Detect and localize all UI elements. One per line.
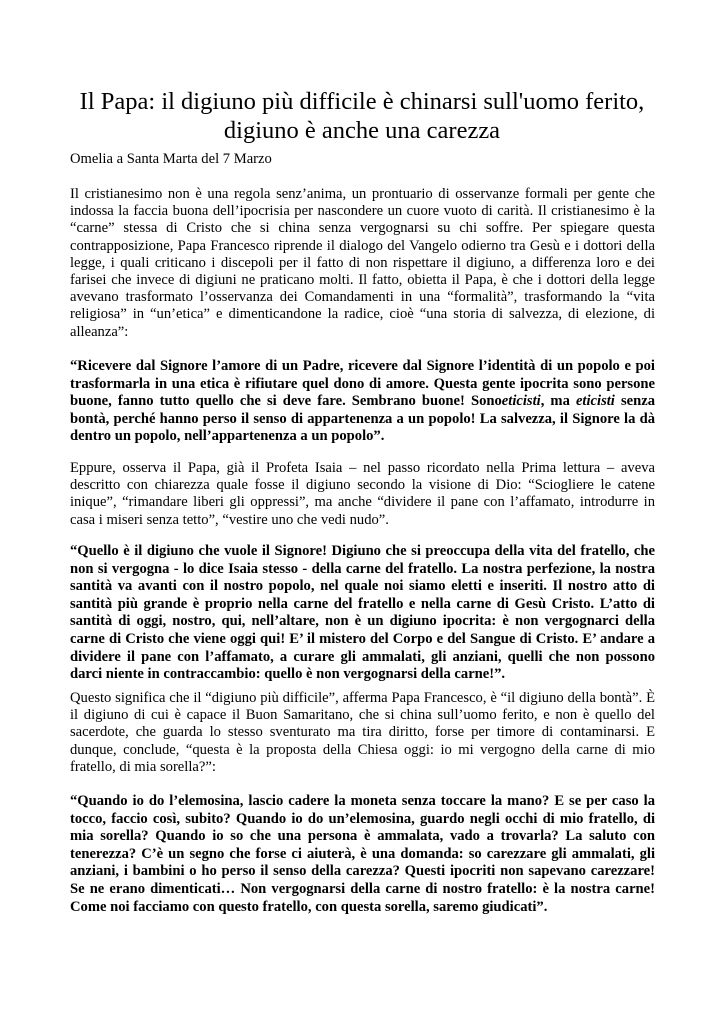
quote-text-before: “Ricevere dal Signore l’amore di un Padre, ricevere dal Signore l’identità di un popolo e poi trasformarla in una etica è rifiutare quel dono di amore. Questa gente ipocrita sono persone buone, fanno tutto quello che si deve fare. Sembrano buone! Sono [70, 358, 655, 410]
quote-paragraph-eticisti [70, 358, 655, 446]
quote-emphasis-eticisti-2: eticisti [575, 393, 615, 410]
quote-text-after: senza bontà, perché hanno perso il senso di appartenenza a un popolo! La salvezza, il Signore la dà dentro un popolo, nell’appartenenza a un popolo”. [70, 393, 655, 445]
paragraph-isaia: Eppure, osserva il Papa, già il Profeta Isaia – nel passo ricordato nella Prima lettura – aveva descritto con chiarezza quale fosse il digiuno secondo la visione di Dio: “Sciogliere le catene inique”, “rimandare liberi gli oppressi”, ma anche “dividere il pane con l’affamato, introdurre in casa i miseri senza tetto”, “vestire uno che vedi nudo”. [70, 460, 655, 528]
quote-emphasis-eticisti-1: eticisti [501, 393, 541, 410]
document-subtitle: Omelia a Santa Marta del 7 Marzo [70, 151, 272, 167]
quote-paragraph-elemosina: “Quando io do l’elemosina, lascio cadere la moneta senza toccare la mano? E se per caso la tocco, faccio così, subito? Quando io do un’elemosina, guardo negli occhi di mio fratello, di mia sorella? Quando io so che una persona è ammalata, vado a trovarla? La saluto con tenerezza? C’è un segno che forse ci aiuterà, è una domanda: so carezzare gli ammalati, gli anziani, i bambini o ho perso il senso della carezza? Questi ipocriti non sapevano carezzare! Se ne erano dimenticati… Non vergognarsi della carne di nostro fratello: è la nostra carne! Come noi facciamo con questo fratello, con questa sorella, saremo giudicati”. [70, 793, 655, 915]
quote-paragraph-digiuno: “Quello è il digiuno che vuole il Signore! Digiuno che si preoccupa della vita del fratello, che non si vergogna - lo dice Isaia stesso - della carne del fratello. La nostra perfezione, la nostra santità va avanti con il nostro popolo, nel quale noi siamo eletti e inseriti. Il nostro atto di santità più grande è proprio nella carne del fratello e nella carne di Gesù Cristo. L’atto di santità di oggi, nostro, qui, nell’altare, non è un digiuno ipocrita: è non vergognarci della carne di Cristo che viene oggi qui! E’ il mistero del Corpo e del Sangue di Cristo. E’ andare a dividere il pane con l’affamato, a curare gli ammalati, gli anziani, quelli che non possono darci niente in contraccambio: quello è non vergognarsi della carne!”. [70, 543, 655, 683]
paragraph-samaritano: Questo significa che il “digiuno più difficile”, afferma Papa Francesco, è “il digiuno della bontà”. È il digiuno di cui è capace il Buon Samaritano, che si china sull’uomo ferito, e non è quello del sacerdote, che guarda lo stesso sventurato ma tira diritto, forse per timore di contaminarsi. E dunque, conclude, “questa è la proposta della Chiesa oggi: io mi vergogno della carne di mio fratello, di mia sorella?”: [70, 690, 655, 775]
quote-text-middle: , ma [540, 393, 576, 410]
document-title: Il Papa: il digiuno più difficile è chinarsi sull'uomo ferito, digiuno è anche una carezza [79, 88, 645, 144]
paragraph-intro: Il cristianesimo non è una regola senz’anima, un prontuario di osservanze formali per gente che indossa la faccia buona dell’ipocrisia per nascondere un cuore vuoto di carità. Il cristianesimo è la “carne” stessa di Cristo che si china senza vergognarsi su chi soffre. Per spiegare questa contrapposizione, Papa Francesco riprende il dialogo del Vangelo odierno tra Gesù e i dottori della legge, i quali criticano i discepoli per il fatto di non rispettare il digiuno, a differenza loro e dei farisei che invece di digiuni ne praticano molti. Il fatto, obietta il Papa, è che i dottori della legge avevano trasformato l’osservanza dei Comandamenti in una “formalità”, trasformando la “vita religiosa” in “un’etica” e dimenticandone la radice, cioè “una storia di salvezza, di elezione, di alleanza”: [70, 186, 655, 340]
